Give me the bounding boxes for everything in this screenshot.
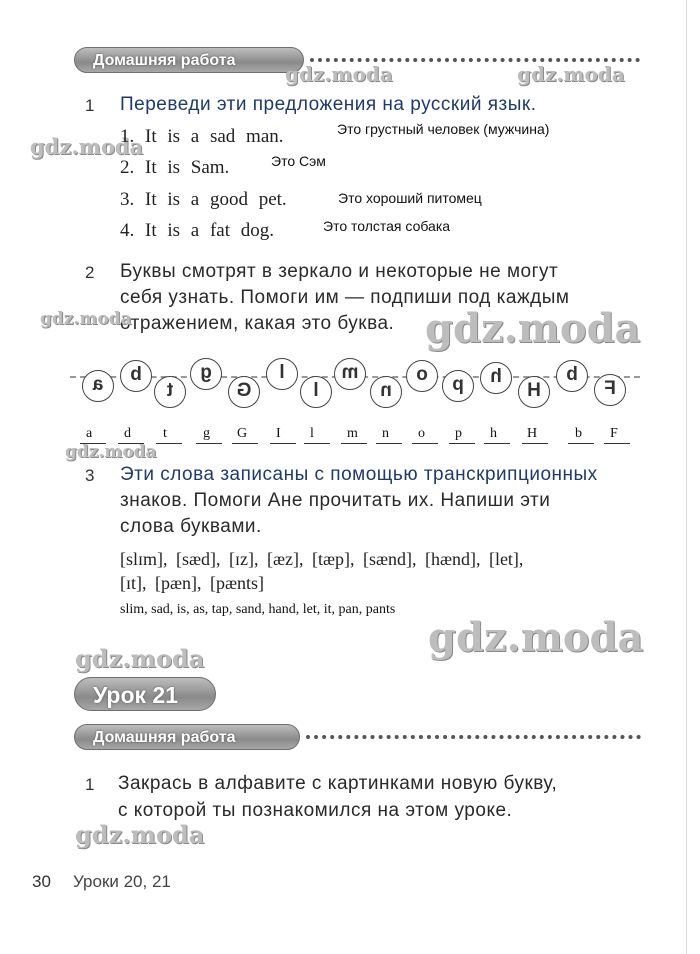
answer-underline xyxy=(156,443,182,444)
transcription-line: [slɪm], [sæd], [ɪz], [æz], [tæp], [sænd], [hænd], [let], xyxy=(120,549,524,569)
task-text: Буквы смотрят в зеркало и некоторые не могут xyxy=(120,261,559,282)
sentence-item: 2. It is Sam. xyxy=(120,157,230,178)
mirrored-letter-character: t xyxy=(154,376,186,408)
answer-underline xyxy=(412,443,438,444)
watermark: gdz.moda xyxy=(425,305,641,352)
watermark: gdz.moda xyxy=(30,134,144,159)
mirrored-letter-character: H xyxy=(518,376,550,408)
task-instruction: Переведи эти предложения на русский язык. xyxy=(120,94,537,115)
mirrored-letter-character: a xyxy=(82,370,114,402)
task-number: 1 xyxy=(85,96,95,115)
task-text: Эти слова записаны с помощью транскрипционных xyxy=(120,464,598,485)
page-edge xyxy=(686,0,687,954)
watermark: gdz.moda xyxy=(517,62,625,86)
handwritten-answer: slim, sad, is, as, tap, sand, hand, let, it, pan, pants xyxy=(120,602,396,617)
mirrored-letter-character: n xyxy=(370,376,402,408)
letter-answer: m xyxy=(347,426,358,441)
watermark: gdz.moda xyxy=(75,644,205,673)
dotted-divider xyxy=(306,735,641,739)
handwritten-answer: Это грустный человек (мужчина) xyxy=(337,121,550,137)
answer-underline xyxy=(604,443,630,444)
task-text: себя узнать. Помоги им — подпиши под каждым xyxy=(120,287,570,308)
letter-answer: F xyxy=(610,426,618,441)
mirrored-letter-character: F xyxy=(594,374,626,406)
watermark: gdz.moda xyxy=(65,442,157,462)
sentence-item: 1. It is a sad man. xyxy=(120,126,284,147)
mirrored-letter-character: g xyxy=(190,358,222,390)
transcription-line: [ɪt], [pæn], [pænts] xyxy=(120,573,264,593)
task-text: знаков. Помоги Ане прочитать их. Напиши эти xyxy=(120,490,551,511)
answer-underline xyxy=(568,443,594,444)
mirrored-letter-character: o xyxy=(406,360,438,392)
letter-answer: b xyxy=(575,426,582,441)
watermark: gdz.moda xyxy=(285,62,393,86)
handwritten-answer: Это хороший питомец xyxy=(338,190,482,206)
handwritten-answer: Это толстая собака xyxy=(323,218,451,234)
answer-underline xyxy=(449,443,475,444)
mirrored-letter-character: m xyxy=(334,358,366,390)
mirrored-letter-character: h xyxy=(480,362,512,394)
letter-answer: p xyxy=(455,426,462,441)
mirrored-letter-character: G xyxy=(228,376,260,408)
answer-underline xyxy=(522,443,548,444)
letter-answer: n xyxy=(382,426,389,441)
watermark: gdz.moda xyxy=(75,820,205,849)
homework-header: Домашняя работа xyxy=(74,724,300,750)
letter-answer: l xyxy=(310,426,314,441)
letter-answer: h xyxy=(490,426,497,441)
mirrored-letter-character: l xyxy=(266,358,298,390)
task-text: слова буквами. xyxy=(120,516,262,537)
sentence-item: 4. It is a fat dog. xyxy=(120,220,275,241)
letter-answer: H xyxy=(527,426,538,441)
answer-underline xyxy=(270,443,296,444)
letter-answer: o xyxy=(418,426,425,441)
task-number: 2 xyxy=(85,263,95,282)
task-number: 3 xyxy=(85,466,95,485)
answer-underline xyxy=(484,443,510,444)
page-section: Уроки 20, 21 xyxy=(73,872,171,891)
letter-answer: a xyxy=(86,426,93,441)
watermark: gdz.moda xyxy=(428,614,644,661)
lesson-title: Урок 21 xyxy=(74,677,216,711)
mirrored-letter-character: b xyxy=(556,360,588,392)
mirrored-letters-illustration xyxy=(70,340,640,418)
letter-answer: d xyxy=(124,426,131,441)
answer-underline xyxy=(341,443,367,444)
mirrored-letter-character: l xyxy=(300,376,332,408)
page-number: 30 xyxy=(32,872,51,891)
mirrored-letter-character: b xyxy=(120,360,152,392)
watermark: gdz.moda xyxy=(40,309,132,329)
task-text: с которой ты познакомился на этом уроке. xyxy=(118,800,513,821)
task-number: 1 xyxy=(85,775,95,794)
letter-answer: I xyxy=(276,426,281,441)
answer-underline xyxy=(196,443,222,444)
mirrored-letter-character: p xyxy=(442,370,474,402)
letter-answer: t xyxy=(163,426,167,441)
task-text: Закрась в алфавите с картинками новую букву, xyxy=(118,773,558,794)
answer-underline xyxy=(376,443,402,444)
answer-underline xyxy=(232,443,258,444)
letter-answer: G xyxy=(237,426,248,441)
task-text: отражением, какая это буква. xyxy=(120,313,395,334)
letter-answer: g xyxy=(203,426,210,441)
sentence-item: 3. It is a good pet. xyxy=(120,189,287,210)
homework-header: Домашняя работа xyxy=(74,47,304,73)
handwritten-answer: Это Сэм xyxy=(271,153,326,169)
answer-underline xyxy=(304,443,330,444)
